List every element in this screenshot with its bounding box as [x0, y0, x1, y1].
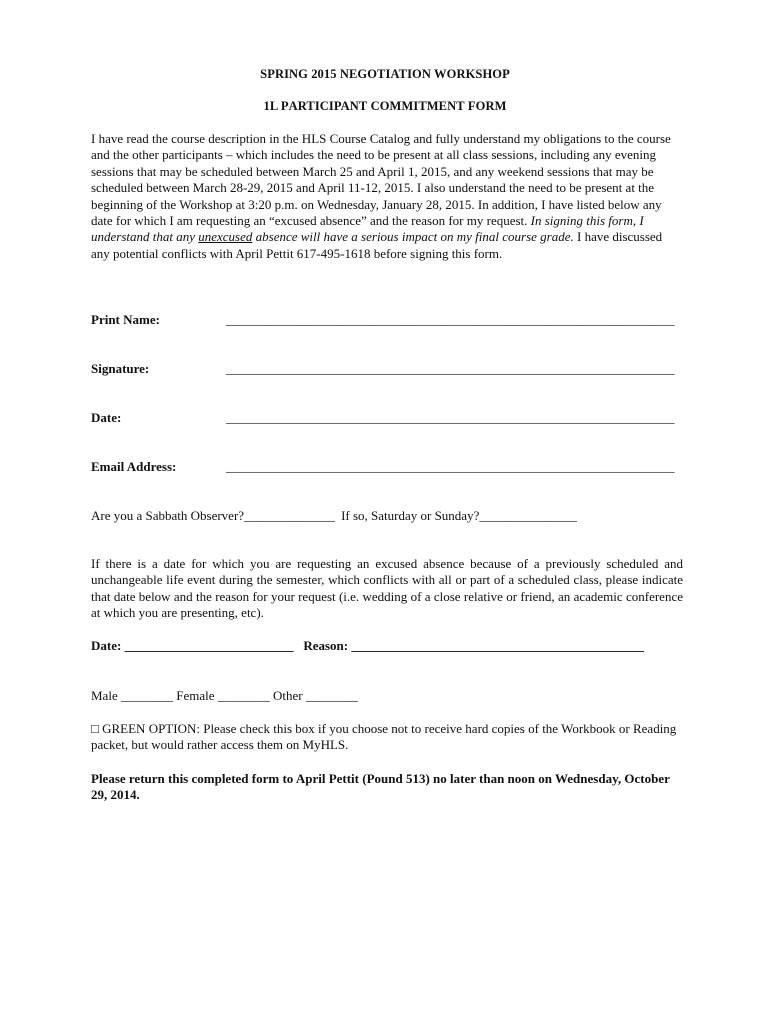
- green-option-paragraph: [91, 721, 683, 754]
- print-name-label: Print Name:: [91, 312, 160, 327]
- form-subtitle: 1L PARTICIPANT COMMITMENT FORM: [263, 99, 507, 113]
- return-instructions: Please return this completed form to April Pettit (Pound 513) no later than noon on Wednesday, October 29, 2014.: [91, 771, 670, 803]
- unexcused-word: unexcused: [198, 229, 253, 245]
- signature-field[interactable]: _____________________________________________________________________: [226, 361, 675, 376]
- date-label: Date:: [91, 410, 122, 425]
- date-field[interactable]: _____________________________________________________________________: [226, 410, 675, 425]
- email-label: Email Address:: [91, 459, 177, 474]
- intro-paragraph: I have read the course description in the HLS Course Catalog and fully understand my obligations to the course and the other participants – which includes the need to be present at all class sessions, including any evening sessions that may be scheduled between March 25 and April 1, 2015, and any weekend sessions that may be scheduled between March 28-29, 2015 and April 11-12, 2015. I also understand the need to be present at the beginning of the Workshop at 3:20 p.m. on Wednesday, January 28, 2015. In addition, I have listed below any date for which I am requesting an “excused absence” and the reason for my request. In signing this form, I understand that any unexcused absence will have a serious impact on my final course grade. I have discussed any potential conflicts with April Pettit 617-495-1618 before signing this form.: [91, 131, 671, 261]
- sabbath-day-field[interactable]: If so, Saturday or Sunday?_______________: [341, 508, 577, 523]
- signature-label: Signature:: [91, 361, 150, 376]
- email-field[interactable]: _____________________________________________________________________: [226, 459, 675, 474]
- print-name-field[interactable]: _____________________________________________________________________: [226, 312, 675, 327]
- absence-reason-field[interactable]: Reason: _____________________________________________: [303, 638, 644, 653]
- green-option-checkbox[interactable]: □: [91, 721, 99, 736]
- absence-date-field[interactable]: Date: __________________________: [91, 638, 294, 653]
- gender-row[interactable]: Male ________ Female ________ Other ________: [91, 688, 358, 703]
- sabbath-row: [91, 508, 577, 524]
- form-title: SPRING 2015 NEGOTIATION WORKSHOP: [260, 67, 510, 81]
- excused-absence-paragraph: If there is a date for which you are requesting an excused absence because of a previously scheduled and unchangeable life event during the semester, which conflicts with all or part of a scheduled class, please indicate that date below and the reason for your request (i.e. wedding of a close relative or friend, an academic conference at which you are presenting, etc).: [91, 556, 683, 621]
- green-option-text: GREEN OPTION: Please check this box if you choose not to receive hard copies of the Workbook or Reading packet, but would rather access them on MyHLS.: [91, 721, 677, 753]
- sabbath-question-field[interactable]: Are you a Sabbath Observer?______________: [91, 508, 336, 523]
- date-reason-row: [91, 638, 644, 654]
